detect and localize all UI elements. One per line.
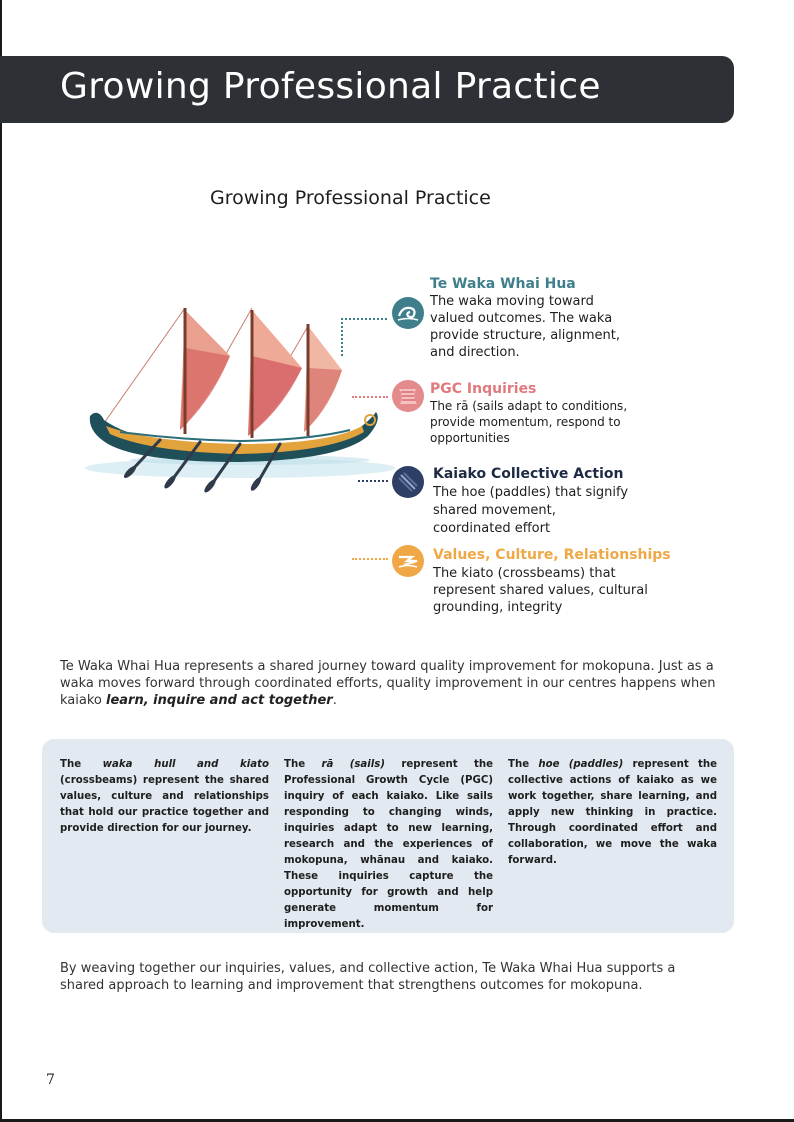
intro-emphasis: learn, inquire and act together — [106, 693, 333, 708]
wave-icon — [392, 297, 424, 329]
connector-dots — [352, 558, 388, 560]
connector-dots-vertical — [341, 318, 343, 356]
sail-icon — [392, 380, 424, 412]
item-title-pgc: PGC Inquiries — [430, 381, 537, 397]
closing-paragraph: By weaving together our inquiries, values, and collective action, Te Waka Whai Hua supports a shared approach to learning and improvement that strengthens outcomes for mokopuna. — [60, 961, 676, 993]
panel-column-hull: The waka hull and kiato (crossbeams) represent the shared values, culture and relationships that hold our practice together and provide direction for our journey. — [60, 759, 269, 834]
connector-dots — [358, 480, 388, 482]
panel-column-paddles: The hoe (paddles) represent the collective actions of kaiako as we work together, share learning, and apply new thinking in practice. Through coordinated effort and collaboration, we move the waka forward. — [508, 759, 717, 866]
item-title-waka: Te Waka Whai Hua — [430, 276, 576, 292]
page-number: 7 — [46, 1072, 55, 1088]
panel-column-sails: The rā (sails) represent the Professional Growth Cycle (PGC) inquiry of each kaiako. Like sails responding to changing winds, inquiries adapt to new learning, research and the experiences of mokopuna, whānau and kaiako. These inquiries capture the opportunity for growth and help generate momentum for improvement. — [284, 759, 493, 930]
item-desc-values: The kiato (crossbeams) that represent shared values, cultural grounding, integrity — [433, 566, 648, 615]
diagram-title: Growing Professional Practice — [210, 187, 491, 209]
connector-dots — [352, 396, 388, 398]
page-title: Growing Professional Practice — [60, 66, 601, 107]
item-desc-waka: The waka moving toward valued outcomes. The waka provide structure, alignment, and direction. — [430, 294, 621, 360]
item-title-kaiako: Kaiako Collective Action — [433, 466, 624, 482]
item-title-values: Values, Culture, Relationships — [433, 547, 671, 563]
item-desc-pgc: The rā (sails adapt to conditions, provide momentum, respond to opportunities — [430, 399, 628, 445]
page-border-left — [0, 0, 2, 1122]
connector-dots — [345, 318, 387, 320]
item-desc-kaiako: The hoe (paddles) that signify shared movement, coordinated effort — [433, 485, 629, 536]
intro-paragraph: Te Waka Whai Hua represents a shared journey toward quality improvement for mokopuna. Just as a waka moves forward through coordinated efforts, quality improvement in our centres happens when kaiako learn, inquire and act together. — [60, 659, 716, 708]
waka-illustration — [80, 308, 400, 498]
crossbeam-icon — [392, 545, 424, 577]
paddle-icon — [392, 466, 424, 498]
